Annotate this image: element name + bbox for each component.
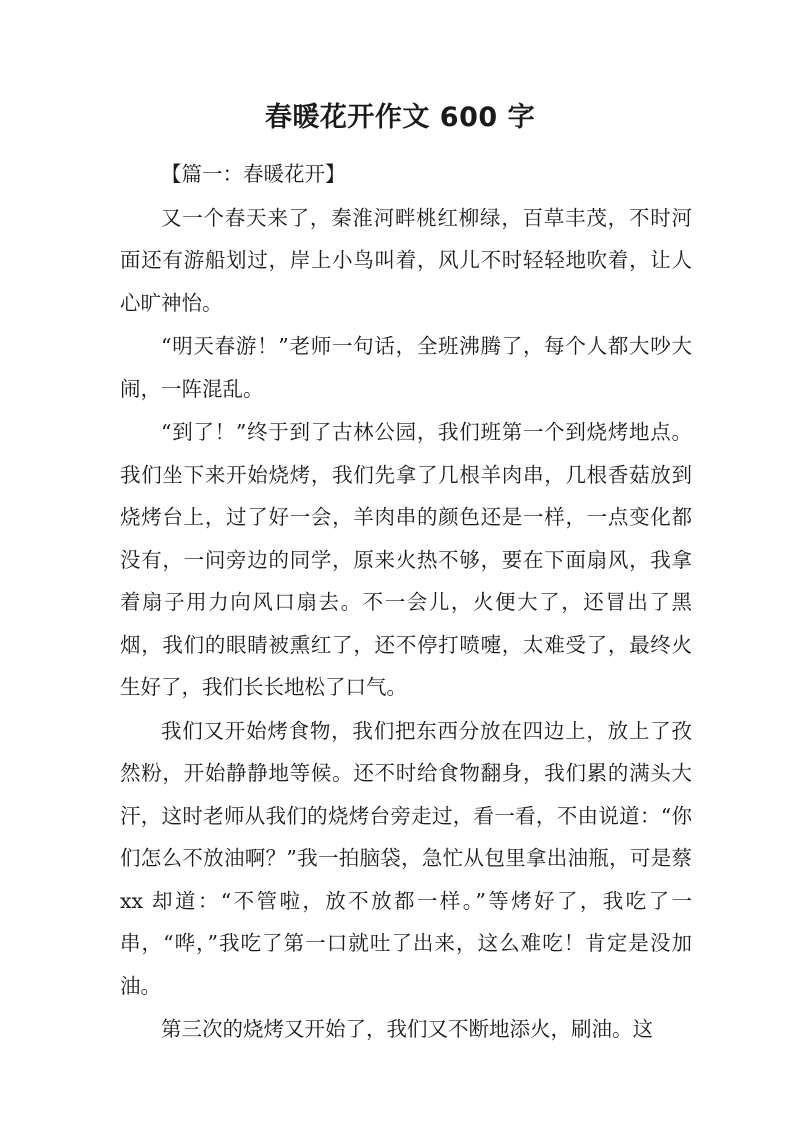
paragraph-1: 又一个春天来了，秦淮河畔桃红柳绿，百草丰茂，不时河面还有游船划过，岸上小鸟叫着，风儿不时轻轻地吹着，让人心旷神怡。 [120,205,692,315]
paragraph-5: 第三次的烧烤又开始了，我们又不断地添火，刷油。这 [161,1017,653,1041]
paragraph-4: 我们又开始烤食物，我们把东西分放在四边上，放上了孜然粉，开始静静地等候。还不时给食物翻身，我们累的满头大汗，这时老师从我们的烧烤台旁走过，看一看，不由说道：“你们怎么不放油啊？”我一拍脑袋，急忙从包里拿出油瓶，可是蔡 xx 却道：“不管啦，放不放都一样。”等烤好了，我吃了一串，“哗，”我吃了第一口就吐了出来，这么难吃！肯定是没加油。 [120,718,692,998]
document-title: 春暖花开作文 600 字 [264,102,536,133]
section-heading: 【篇一：春暖花开】 [161,162,346,186]
document-body [120,153,692,1051]
paragraph-3: “到了！”终于到了古林公园，我们班第一个到烧烤地点。我们坐下来开始烧烤，我们先拿了几根羊肉串，几根香菇放到烧烤台上，过了好一会，羊肉串的颜色还是一样，一点变化都没有，一问旁边的同学，原来火热不够，要在下面扇风，我拿着扇子用力向风口扇去。不一会儿，火便大了，还冒出了黑烟，我们的眼睛被熏红了，还不停打喷嚏，太难受了，最终火生好了，我们长长地松了口气。 [120,420,692,699]
paragraph-2: “明天春游！”老师一句话，全班沸腾了，每个人都大吵大闹，一阵混乱。 [120,334,692,401]
